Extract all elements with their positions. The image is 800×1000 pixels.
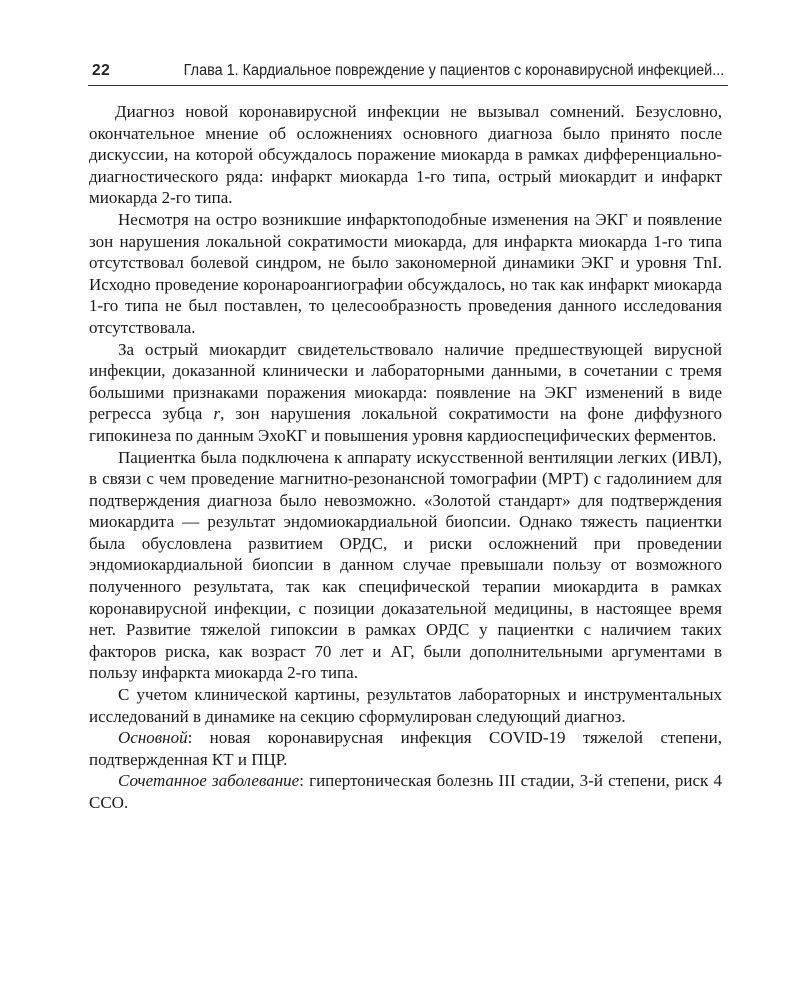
comorbidity-text: : гипертоническая болезнь III стадии, 3-й степени, риск 4 ССО.: [89, 771, 722, 812]
header-rule: [88, 85, 728, 86]
running-header: [92, 62, 724, 80]
paragraph-comorbidity: [89, 770, 722, 813]
paragraph-diagnosis: Диагноз новой коронавирусной инфекции не вызывал сомнений. Безусловно, окончательное мнение об осложнениях основного диагноза было принято после дискуссии, на которой обсуждалось поражение миокарда в рамках дифференциально-диагностического ряда: инфаркт миокарда 1-го типа, острый миокардит и инфаркт миокарда 2-го типа.: [89, 102, 722, 208]
paragraph-infarction: Несмотря на остро возникшие инфарктоподобные изменения на ЭКГ и появление зон нарушения локальной сократимости миокарда, для инфаркта миокарда 1-го типа отсутствовал болевой синдром, не было закономерной динамики ЭКГ и уровня TnI. Исходно проведение коронароангиографии обсуждалось, но так как инфаркт миокарда 1-го типа не был поставлен, то целесообразность проведения данного исследования отсутствовала.: [89, 209, 722, 337]
main-diagnosis-text: : новая коронавирусная инфекция COVID-19 тяжелой степени, подтвержденная КТ и ПЦР.: [89, 728, 722, 769]
comorbidity-label: Сочетанное заболевание: [118, 771, 300, 791]
main-diagnosis-label: Основной: [118, 728, 188, 748]
paragraph-myocarditis-part2: , зон нарушения локальной сократимости на фоне диффузного гипокинеза по данным ЭхоКГ и повышения уровня кардиоспецифических ферментов.: [89, 404, 722, 445]
paragraph-myocarditis: [89, 339, 722, 447]
body-text: [89, 101, 722, 814]
paragraph-myocarditis-part1: За острый миокардит свидетельствовало наличие предшествующей вирусной инфекции, доказанной клинически и лабораторными данными, в сочетании с тремя большими признаками поражения миокарда: появление на ЭКГ изменений в виде регресса зубца: [89, 339, 722, 424]
running-title: Глава 1. Кардиальное повреждение у пациентов с коронавирусной инфекцией...: [183, 62, 724, 79]
page-number: 22: [92, 62, 111, 79]
paragraph-final-diagnosis: С учетом клинической картины, результатов лабораторных и инструментальных исследований в динамике на секцию сформулирован следующий диагноз.: [89, 685, 722, 726]
paragraph-ventilation: Пациентка была подключена к аппарату искусственной вентиляции легких (ИВЛ), в связи с чем проведение магнитно-резонансной томографии (МРТ) с гадолинием для подтверждения диагноза было невозможно. «Золотой стандарт» для подтверждения миокардита — результат эндомиокардиальной биопсии. Однако тяжесть пациентки была обусловлена развитием ОРДС, и риски осложнений при проведении эндомиокардиальной биопсии в данном случае превышали пользу от возможного полученного результата, так как специфической терапии миокардита в рамках коронавирусной инфекции, с позиции доказательной медицины, в настоящее время нет. Развитие тяжелой гипоксии в рамках ОРДС у пациентки с наличием таких факторов риска, как возраст 70 лет и АГ, были дополнительными аргументами в пользу инфаркта миокарда 2-го типа.: [89, 447, 722, 683]
wave-r-italic: r: [213, 404, 221, 424]
paragraph-main-diagnosis: [89, 727, 722, 770]
